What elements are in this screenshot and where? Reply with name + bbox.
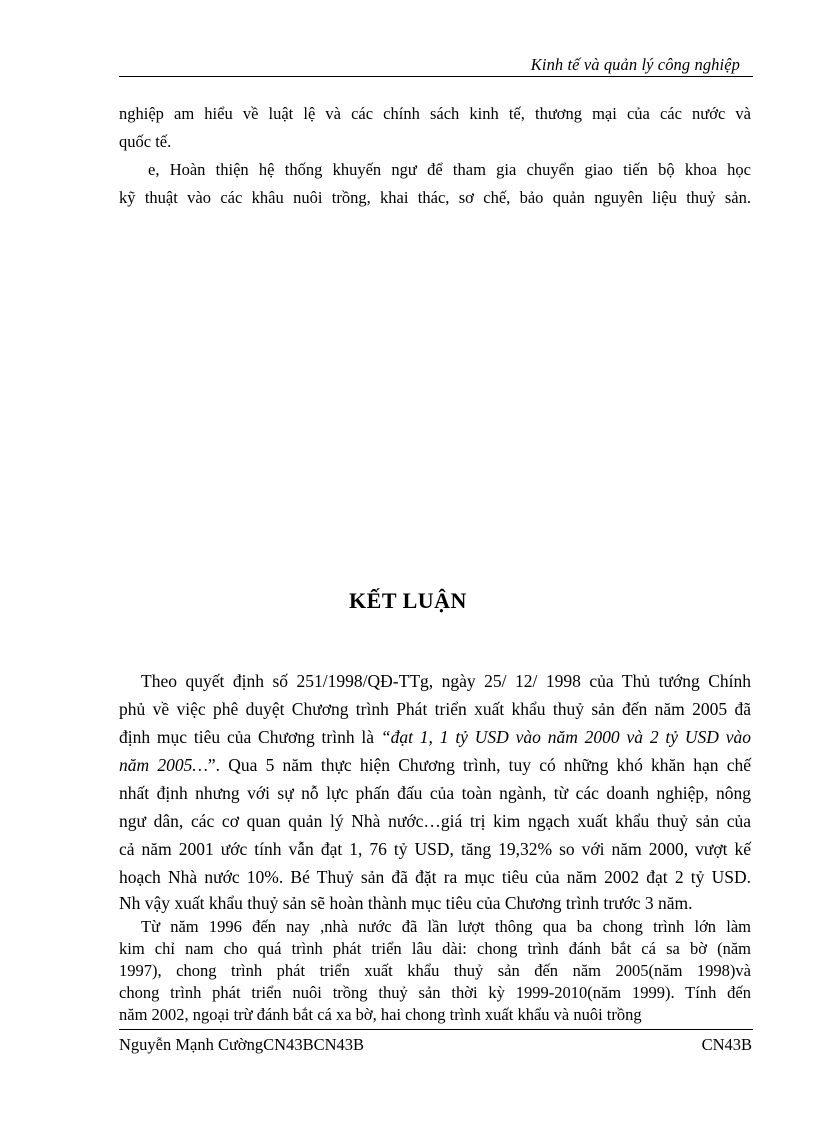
conclusion-line: cả năm 2001 ước tính vẫn đạt 1, 76 tỷ USD, tăng 19,32% so với năm 2000, vượt kế — [119, 839, 751, 859]
conclusion-line: Nh vậy xuất khẩu thuỷ sản sẽ hoàn thành mục tiêu của Chương trình trước 3 năm. — [119, 893, 693, 913]
since1996-line: kim chỉ nam cho quá trình phát triển lâu dài: chong trình đánh bắt cá sa bờ (năm — [119, 939, 751, 958]
conclusion-line: nhất định nhưng với sự nỗ lực phấn đấu của toàn ngành, từ các doanh nghiệp, nông — [119, 783, 751, 803]
since1996-line: Từ năm 1996 đến nay ,nhà nước đã lần lượt thông qua ba chong trình lớn làm — [141, 917, 751, 936]
footer-rule — [119, 1029, 753, 1030]
conclusion-text: ”. Qua 5 năm thực hiện Chương trình, tuy có những khó khăn hạn chế — [207, 755, 751, 775]
conclusion-line — [119, 727, 751, 747]
body-text-line: quốc tế. — [119, 132, 172, 151]
since1996-line: năm 2002, ngoại trừ đánh bắt cá xa bờ, hai chong trình xuất khẩu và nuôi trồng — [119, 1005, 642, 1024]
conclusion-quote: năm 2005… — [119, 755, 208, 775]
since1996-line: 1997), chong trình phát triển xuất khẩu thuỷ sản đến năm 2005(năm 1998)và — [119, 961, 751, 980]
conclusion-line: hoạch Nhà nước 10%. Bé Thuỷ sản đã đặt ra mục tiêu của năm 2002 đạt 2 tỷ USD. — [119, 867, 751, 887]
footer-class-code: CN43B — [701, 1035, 752, 1054]
footer-author: Nguyễn Mạnh CườngCN43BCN43B — [119, 1035, 365, 1054]
page-header-title: Kinh tế và quản lý công nghiệp — [530, 55, 740, 74]
body-text-line: kỹ thuật vào các khâu nuôi trồng, khai thác, sơ chế, bảo quản nguyên liệu thuỷ sản. — [119, 188, 751, 207]
body-text-line: e, Hoàn thiện hệ thống khuyến ngư để tham gia chuyển giao tiến bộ khoa học — [148, 160, 751, 179]
conclusion-line: phủ về việc phê duyệt Chương trình Phát triển xuất khẩu thuỷ sản đến năm 2005 đã — [119, 699, 751, 719]
conclusion-quote: “đạt 1, 1 tỷ USD vào năm 2000 và 2 tỷ USD vào — [380, 727, 751, 747]
since1996-line: chong trình phát triển nuôi trồng thuỷ sản thời kỳ 1999-2010(năm 1999). Tính đến — [119, 983, 751, 1002]
conclusion-line: ngư dân, các cơ quan quản lý Nhà nước…giá trị kim ngạch xuất khẩu thuỷ sản của — [119, 811, 751, 831]
section-title: KẾT LUẬN — [349, 588, 467, 613]
conclusion-line — [119, 755, 751, 775]
body-text-line: nghiệp am hiểu về luật lệ và các chính sách kinh tế, thương mại của các nước và — [119, 104, 751, 123]
conclusion-line: Theo quyết định số 251/1998/QĐ-TTg, ngày 25/ 12/ 1998 của Thủ tướng Chính — [141, 671, 751, 691]
header-rule — [119, 76, 753, 77]
conclusion-text: định mục tiêu của Chương trình là — [119, 727, 381, 747]
